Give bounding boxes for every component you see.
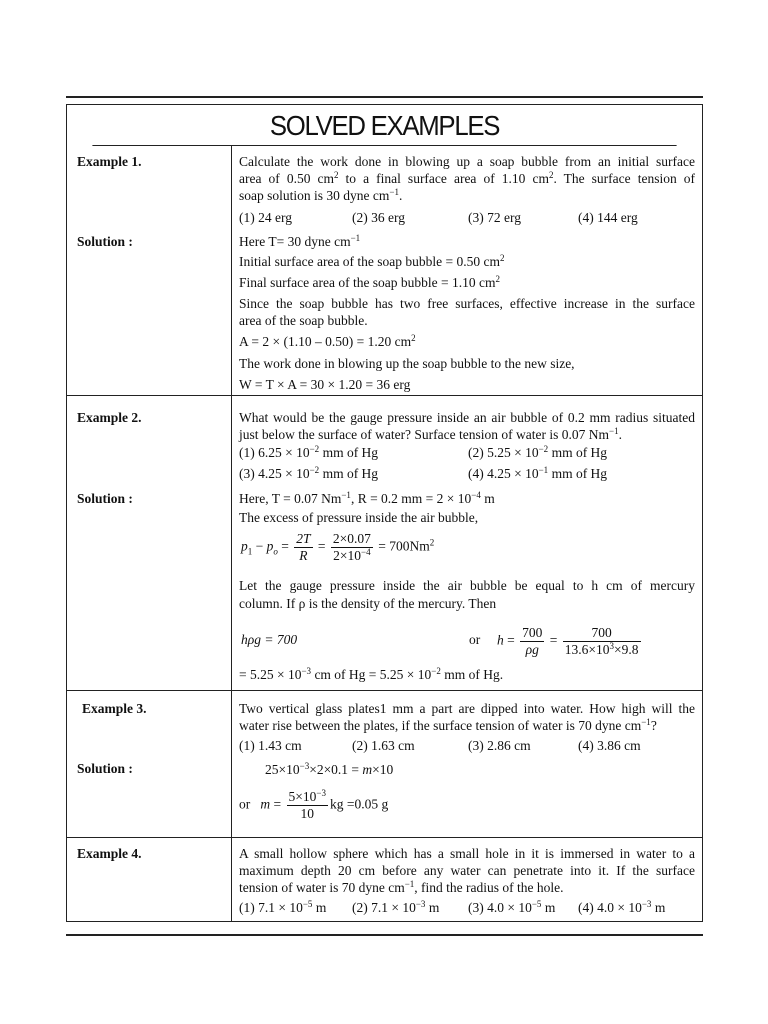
question-text: soap solution is 30 dyne $cm^{-1}$. [239,187,403,203]
solution-label: Solution : [77,491,133,506]
solution-label: Solution : [77,234,133,249]
height-equation: or m = $\frac{5\times 10^{-3}}{10}$ kg =0.05 g [239,788,389,821]
top-rule [66,96,703,98]
answer-option: (4) $4.0 \times 10^{-3}$ m [578,899,666,915]
solution-text: Here, T = 0.07 $Nm^{-1}$, R = 0.2 mm = $2 \times 10^{-4}$ m [239,490,495,506]
solution-text: The work done in blowing up the soap bubble to the new size, [239,356,575,371]
question-text: What would be the gauge pressure inside an air bubble of 0.2 mm radius situated [239,410,695,425]
answer-option: (4) $4.25 \times 10^{-1}$ mm of Hg [468,465,608,481]
solution-label: Solution : [77,761,133,776]
column-divider [231,146,232,922]
answer-option: (3) 2.86 cm [468,738,531,753]
answer-option: (3) 72 erg [468,210,521,225]
example-label: Example 1. [77,154,142,169]
question-text: tension of water is 70 dyne $cm^{-1}$, find the radius of the hole. [239,879,564,895]
answer-option: (1) 24 erg [239,210,292,225]
answer-option: (1) $7.1 \times 10^{-5}$ m [239,899,327,915]
answer-option: (3) $4.25 \times 10^{-2}$ mm of Hg [239,465,379,481]
row-divider [67,837,702,838]
answer-option: (4) 3.86 cm [578,738,641,753]
solution-text: column. If ρ is the density of the mercury. Then [239,596,497,611]
capillary-equation: $25\times 10^{-3}\times 2\times 0.1 = m\times 10$ [265,761,394,777]
solution-text: Final surface area of the soap bubble = 1.10 $cm^2$ [239,274,501,290]
solved-examples-table: SOLVED EXAMPLES Example 1. Calculate the work done in blowing up a soap bubble from an initial surface area of 0.50 $cm^2$ to a final surface area of 1.10 $cm^2$. The surface tension of soap solution is 30 dyne $cm^{-1}$. (1) 24 erg (2) 36 erg (3) 72 erg (4) 144 erg Solution : Here T= 30 dyne $cm^{-1}$ Initial surface area of the soap bubble = 0.50 $cm^2$ Final surface area of the soap bubble = 1.10 $cm^2$ Since the soap bubble has two free surfaces, effective increase in the surface area of the soap bubble. A = 2 × (1.10 – 0.50) = 1.20 $cm^2$ The work done in blowing up the soap bubble to the new size, W = T × A = 30 × 1.20 = 36 erg Example 2. What would be the gauge pressure inside an air bubble of 0.2 mm radius situated just below the surface of water? Surface tension of water is 0.07 $Nm^{-1}$. (1) $6.25 \times 10^{-2}$ mm of Hg (2) $5.25 \times 10^{-2}$ mm of Hg (3) $4.25 \times 10^{-2}$ mm of Hg (4) $4.25 \times 10^{-1}$ mm of Hg Solution : Here, T = 0.07 $Nm^{-1}$, R = 0.2 mm = $2 \times 10^{-4}$ m The excess of pressure inside the air bubble, $p_1 - p_o$ = $\frac{2T}{R}$ = $\frac{2\times 0.07}{2\times 10^{-4}}$ = $700Nm^2$ Let the gauge pressure inside the air bubble be equal to h cm of mercury column. If ρ is the density of the mercury. Then hρg = 700 or h = $\frac{700}{\rho g}$ = $\frac{700}{13.6\times 10^3\times 9.8}$ = $5.25 \times 10^{-3}$ cm of $Hg = 5.25 \times 10^{-2}$ mm of Hg. Example 3. Two vertical glass plates1 mm a part are dipped into water. How high will the water rise between the plates, if the surface tension of water is 70 dyne $cm^{-1}$? (1) 1.43 cm (2) 1.63 cm (3) 2.86 cm (4) 3.86 cm Solution : $25\times 10^{-3}\times 2\times 0.1 = m\times 10$ or m = $\frac{5\times 10^{-3}}{10}$ kg =0.05 g Example 4. A small hollow sphere which has a small hole in it is immersed in water to a maximum depth 20 cm before any water can penetrate into it. If the surface tension of water is 70 dyne $cm^{-1}$, find the radius of the hole. (1) $7.1 \times 10^{-5}$ m (2) $7.1 \times 10^{-3}$ m (3) $4.0 \times 10^{-5}$ m (4) $4.0 \times 10^{-3}$ m [66,104,703,922]
solution-text: Let the gauge pressure inside the air bubble be equal to h cm of mercury [239,578,695,593]
answer-option: (2) $5.25 \times 10^{-2}$ mm of Hg [468,444,608,460]
answer-option: (4) 144 erg [578,210,638,225]
answer-option: (1) 1.43 cm [239,738,302,753]
row-divider [67,395,702,396]
question-text: Calculate the work done in blowing up a soap bubble from an initial surface [239,154,695,169]
solution-text: A = 2 × (1.10 – 0.50) = 1.20 $cm^2$ [239,333,416,349]
solution-text: Initial surface area of the soap bubble = 0.50 $cm^2$ [239,253,505,269]
example-label: Example 2. [77,410,142,425]
answer-option: (1) $6.25 \times 10^{-2}$ mm of Hg [239,444,379,460]
solution-text: area of the soap bubble. [239,313,368,328]
question-text: A small hollow sphere which has a small hole in it is immersed in water to a [239,846,695,861]
answer-option: (2) 1.63 cm [352,738,415,753]
page-title: SOLVED EXAMPLES [92,105,676,146]
bottom-rule [66,934,703,936]
pressure-equation: $p_1 - p_o$ = $\frac{2T}{R}$ = $\frac{2\times 0.07}{2\times 10^{-4}}$ = $700Nm^2$ [241,531,435,563]
answer-option: (2) $7.1 \times 10^{-3}$ m [352,899,440,915]
question-text: water rise between the plates, if the surface tension of water is 70 dyne $cm^{-1}$? [239,717,657,733]
answer-option: (2) 36 erg [352,210,405,225]
solution-text: = $5.25 \times 10^{-3}$ cm of $Hg = 5.25 \times 10^{-2}$ mm of Hg. [239,666,504,682]
row-divider [67,690,702,691]
example-label: Example 3. [82,701,147,716]
solution-text: Here T= 30 dyne $cm^{-1}$ [239,233,361,249]
answer-option: (3) $4.0 \times 10^{-5}$ m [468,899,556,915]
question-text: Two vertical glass plates1 mm a part are dipped into water. How high will the [239,701,695,716]
example-label: Example 4. [77,846,142,861]
solution-text: W = T × A = 30 × 1.20 = 36 erg [239,377,411,392]
solution-text: The excess of pressure inside the air bubble, [239,510,479,525]
question-text: just below the surface of water? Surface tension of water is 0.07 $Nm^{-1}$. [239,426,622,442]
solution-text: Since the soap bubble has two free surfaces, effective increase in the surface [239,296,695,311]
question-text: maximum depth 20 cm before any water can penetrate into it. If the surface [239,863,695,878]
question-text: area of 0.50 $cm^2$ to a final surface area of 1.10 $cm^2$. The surface tension of [239,170,695,186]
